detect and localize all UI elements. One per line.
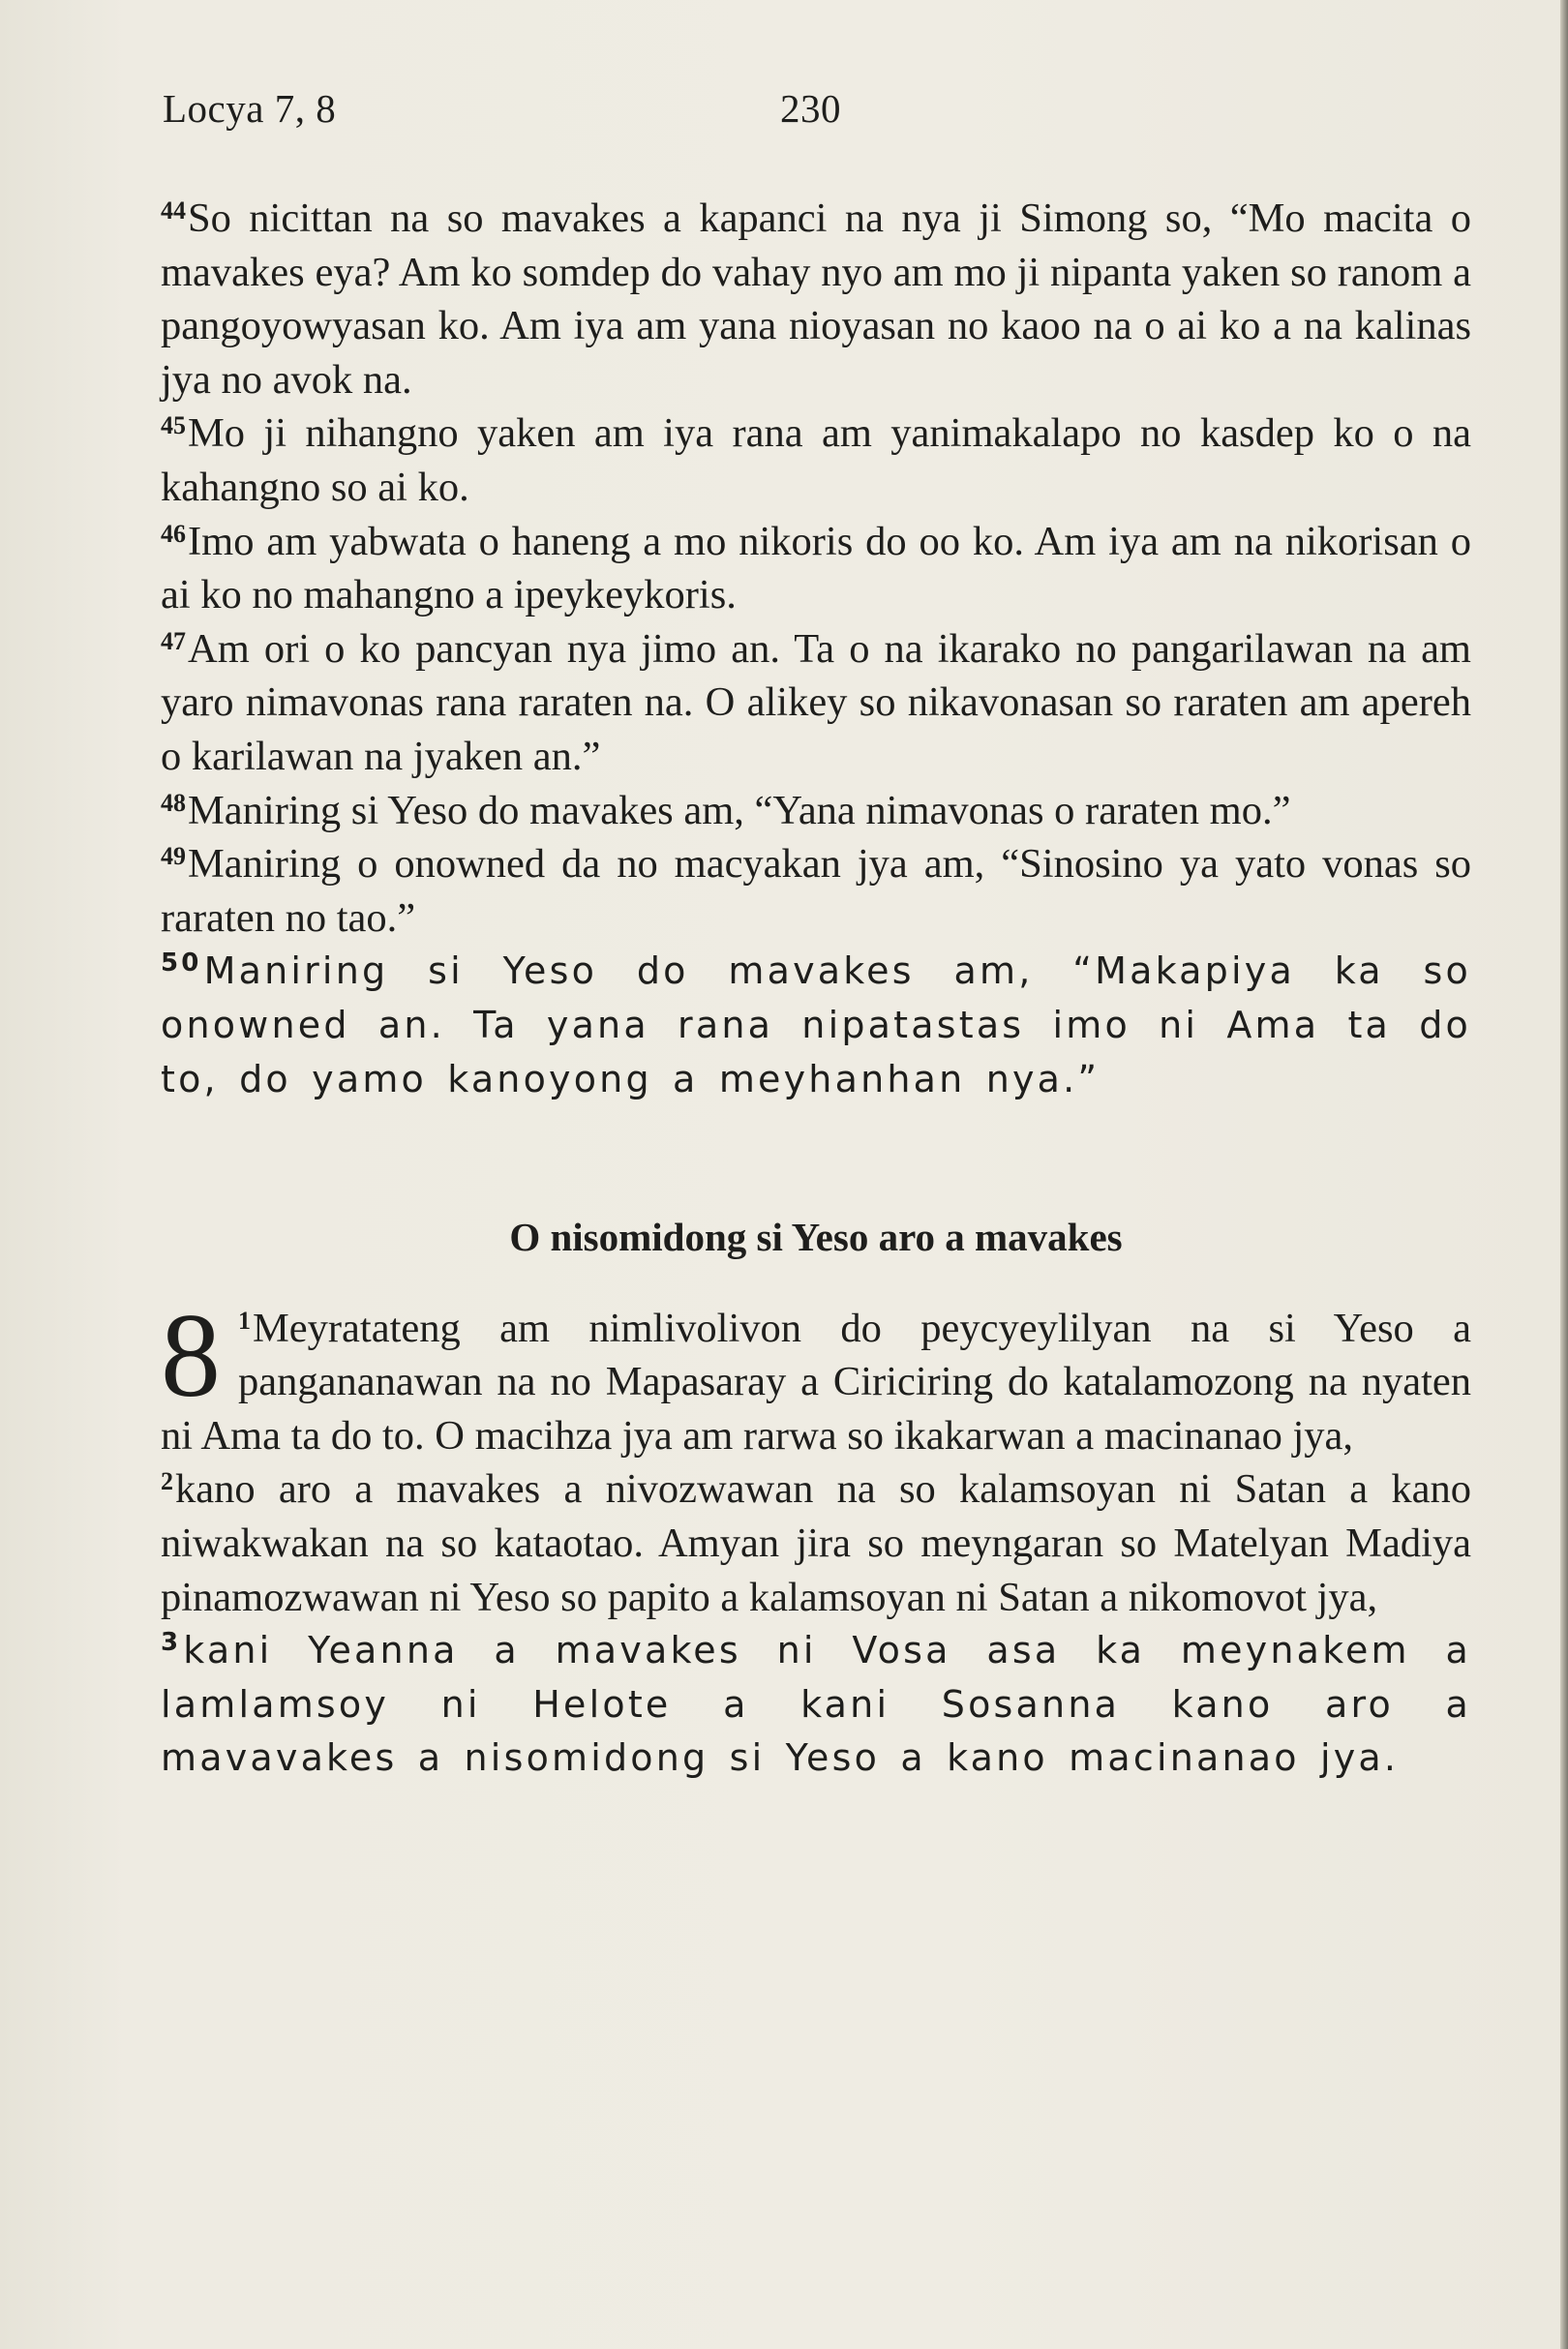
- verse-number: 46: [161, 519, 186, 548]
- verse-number: 44: [161, 196, 186, 225]
- verse-48: [161, 784, 1471, 838]
- verse-text: Imo am yabwata o haneng a mo nikoris do oo ko. Am iya am na nikorisan o ai ko no mahangno a ipeykeykoris.: [161, 518, 1471, 618]
- verse-number: 48: [161, 788, 186, 817]
- verse-number: 1: [238, 1306, 251, 1335]
- page-header: [163, 85, 1450, 143]
- verse-8-2: [161, 1462, 1471, 1624]
- verse-44: [161, 192, 1471, 407]
- verse-number: 45: [161, 411, 186, 440]
- verse-number: 2: [161, 1467, 173, 1496]
- running-head: Locya 7, 8: [163, 86, 337, 131]
- verse-text: Mo ji nihangno yaken am iya rana am yanimakalapo no kasdep ko o na kahangno so ai ko.: [161, 410, 1471, 510]
- verse-8-1: [161, 1288, 1471, 1463]
- verse-50: [161, 945, 1471, 1106]
- page-edge-shadow: [1560, 0, 1568, 2349]
- verse-text: Meyratateng am nimlivolivon do peycyeylilyan na si Yeso a pangananawan na no Mapasaray a Ciriciring do katalamozong na nyaten ni Ama ta do to. O macihza jya am rarwa so ikakarwan a macinanao jya,: [161, 1305, 1471, 1459]
- verse-number: 3: [161, 1628, 182, 1658]
- scripture-text: [161, 192, 1471, 1786]
- verse-text: Maniring si Yeso do mavakes am, “Makapiya ka so onowned an. Ta yana rana nipatastas imo ni Ama ta do to, do yamo kanoyong a meyhanhan nya.”: [161, 949, 1471, 1100]
- verse-45: [161, 407, 1471, 514]
- chapter-number: 8: [161, 1288, 221, 1422]
- verse-49: [161, 837, 1471, 945]
- verse-text: Am ori o ko pancyan nya jimo an. Ta o na ikarako no pangarilawan na am yaro nimavonas rana raraten na. O alikey so nikavonasan so raraten am apereh o karilawan na jyaken an.”: [161, 625, 1471, 779]
- verse-text: So nicittan na so mavakes a kapanci na nya ji Simong so, “Mo macita o mavakes eya? Am ko somdep do vahay nyo am mo ji nipanta yaken so ranom a pangoyowyasan ko. Am iya am yana nioyasan no kaoo na o ai ko a na kalinas jya no avok na.: [161, 196, 1471, 403]
- verse-text: kani Yeanna a mavakes ni Vosa asa ka meynakem a lamlamsoy ni Helote a kani Sosanna kano aro a mavavakes a nisomidong si Yeso a kano macinanao jya.: [161, 1629, 1471, 1780]
- verse-8-3: [161, 1624, 1471, 1786]
- verse-46: [161, 515, 1471, 622]
- page-number: 230: [780, 86, 841, 131]
- verse-text: kano aro a mavakes a nivozwawan na so kalamsoyan ni Satan a kano niwakwakan na so kataotao. Amyan jira so meyngaran so Matelyan Madiya pinamozwawan ni Yeso so papito a kalamsoyan ni Satan a nikomovot jya,: [161, 1466, 1471, 1620]
- verse-number: 47: [161, 626, 186, 655]
- verse-number: 49: [161, 842, 186, 871]
- verse-47: [161, 622, 1471, 784]
- section-heading: O nisomidong si Yeso aro a mavakes: [509, 1215, 1123, 1260]
- verse-text: Maniring si Yeso do mavakes am, “Yana nimavonas o raraten mo.”: [188, 787, 1291, 833]
- verse-text: Maniring o onowned da no macyakan jya am, “Sinosino ya yato vonas so raraten no tao.”: [161, 841, 1471, 941]
- verse-number: 50: [161, 949, 202, 979]
